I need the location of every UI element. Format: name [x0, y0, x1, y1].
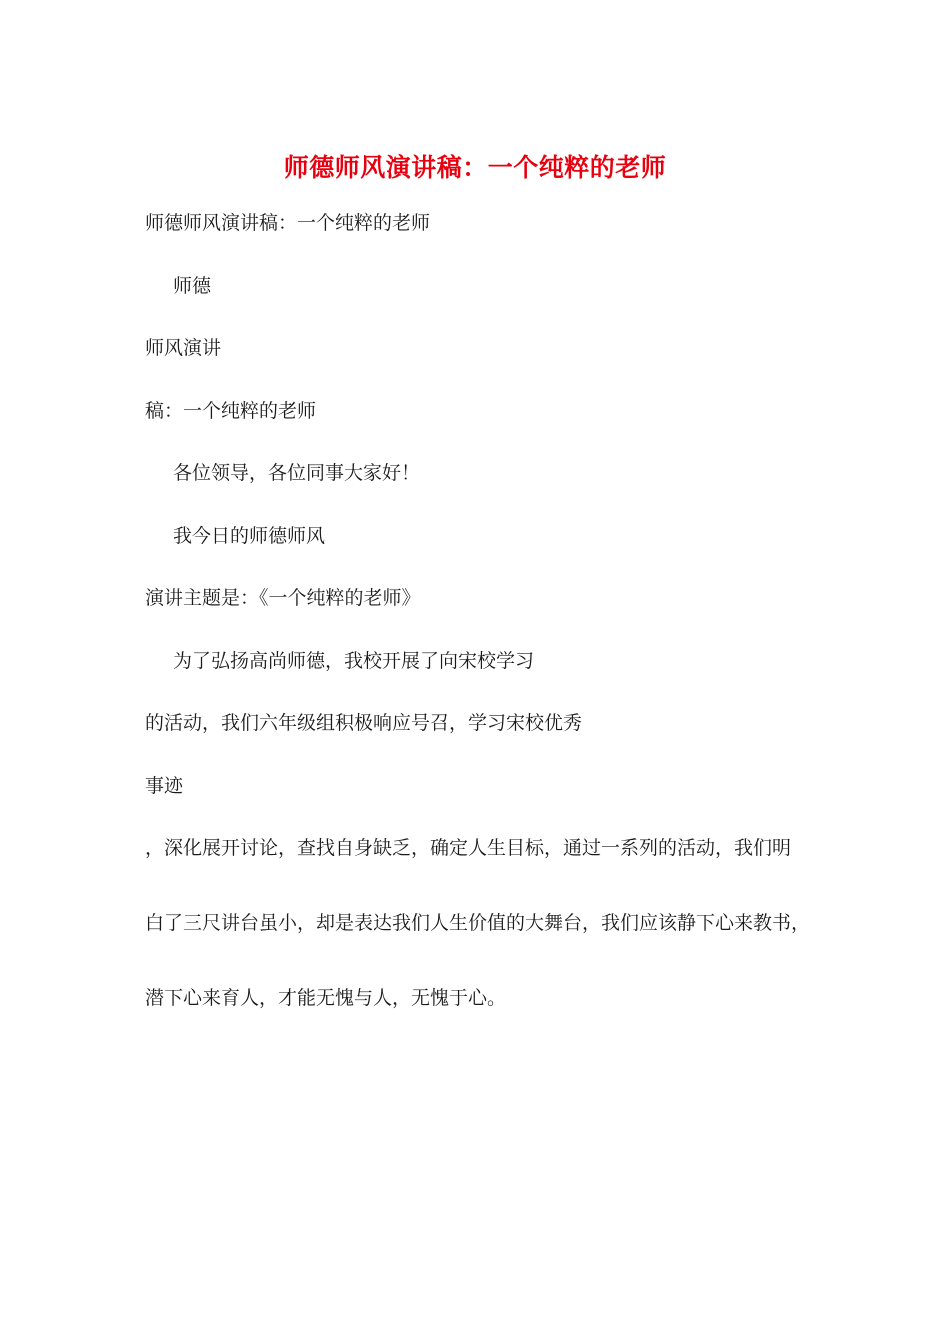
paragraph-line: 师德师风演讲稿：一个纯粹的老师: [145, 212, 431, 234]
paragraph-line: 白了三尺讲台虽小，却是表达我们人生价值的大舞台，我们应该静下心来教书，: [145, 912, 811, 934]
paragraph-line: ，深化展开讨论，查找自身缺乏，确定人生目标，通过一系列的活动，我们明: [145, 837, 792, 859]
paragraph-line: 稿：一个纯粹的老师: [145, 400, 317, 422]
paragraph-line: 为了弘扬高尚师德，我校开展了向宋校学习: [173, 650, 535, 672]
paragraph-line: 各位领导，各位同事大家好！: [173, 462, 421, 484]
paragraph-line: 师德: [173, 275, 212, 297]
paragraph-line: 演讲主题是：《一个纯粹的老师》: [145, 587, 421, 609]
paragraph-line: 事迹: [145, 775, 184, 797]
paragraph-line: 的活动，我们六年级组积极响应号召，学习宋校优秀: [145, 712, 583, 734]
paragraph-line: 我今日的师德师风: [173, 525, 326, 547]
document-title: 师德师风演讲稿：一个纯粹的老师: [283, 153, 667, 182]
paragraph-line: 师风演讲: [145, 337, 222, 359]
paragraph-line: 潜下心来育人，才能无愧与人，无愧于心。: [145, 987, 507, 1009]
